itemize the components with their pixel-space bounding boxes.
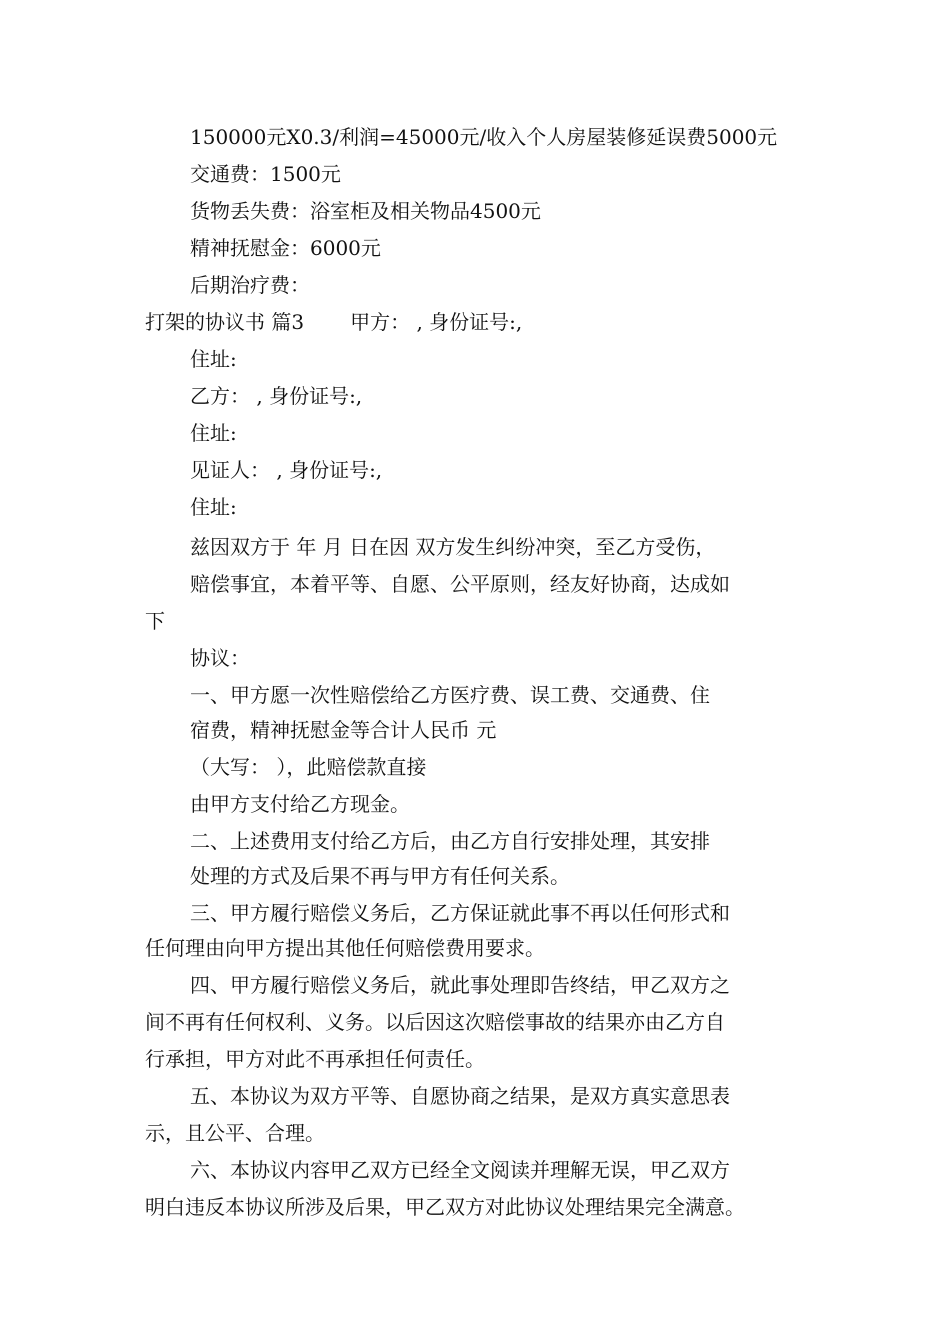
paragraph-line: 赔偿事宜，本着平等、自愿、公平原则，经友好协商，达成如: [190, 572, 730, 596]
clause-1-line: （大写： ），此赔偿款直接: [190, 755, 427, 779]
witness-line: 见证人： , 身份证号:,: [190, 458, 383, 482]
party-a-line: 甲方： , 身份证号:,: [350, 310, 523, 334]
section-heading-row: [145, 308, 522, 336]
section-heading: 打架的协议书 篇3: [145, 310, 305, 334]
party-b-address: 住址:: [190, 421, 237, 445]
paragraph-line: 兹因双方于 年 月 日在因 双方发生纠纷冲突，至乙方受伤，: [190, 535, 716, 559]
cost-line-delay: 150000元X0.3/利润=45000元/收入个人房屋装修延误费5000元: [190, 125, 778, 149]
clause-1-line: 由甲方支付给乙方现金。: [190, 792, 410, 816]
clause-2-line: 二、上述费用支付给乙方后，由乙方自行安排处理，其安排: [190, 829, 710, 853]
clause-6-line: 明白违反本协议所涉及后果，甲乙双方对此协议处理结果完全满意。: [145, 1195, 745, 1219]
clause-1-line: 宿费，精神抚慰金等合计人民币 元: [190, 718, 497, 742]
clause-2-line: 处理的方式及后果不再与甲方有任何关系。: [190, 864, 570, 888]
witness-address: 住址:: [190, 495, 237, 519]
party-b-line: 乙方： , 身份证号:,: [190, 384, 363, 408]
clause-5-line: 五、本协议为双方平等、自愿协商之结果，是双方真实意思表: [190, 1084, 730, 1108]
cost-line-goods-lost: 货物丢失费：浴室柜及相关物品4500元: [190, 199, 541, 223]
clause-5-line: 示，且公平、合理。: [145, 1121, 325, 1145]
clause-6-line: 六、本协议内容甲乙双方已经全文阅读并理解无误，甲乙双方: [190, 1158, 730, 1182]
cost-line-treatment: 后期治疗费：: [190, 273, 310, 297]
clause-4-line: 行承担，甲方对此不再承担任何责任。: [145, 1047, 485, 1071]
party-a-address: 住址:: [190, 347, 237, 371]
paragraph-line: 下: [145, 609, 165, 633]
agreement-label: 协议：: [190, 646, 250, 670]
cost-line-transport: 交通费：1500元: [190, 162, 341, 186]
clause-3-line: 三、甲方履行赔偿义务后，乙方保证就此事不再以任何形式和: [190, 901, 730, 925]
clause-4-line: 四、甲方履行赔偿义务后，就此事处理即告终结，甲乙双方之: [190, 973, 730, 997]
cost-line-compensation: 精神抚慰金：6000元: [190, 236, 381, 260]
clause-3-line: 任何理由向甲方提出其他任何赔偿费用要求。: [145, 936, 545, 960]
clause-1-line: 一、甲方愿一次性赔偿给乙方医疗费、误工费、交通费、住: [190, 683, 710, 707]
clause-4-line: 间不再有任何权利、义务。以后因这次赔偿事故的结果亦由乙方自: [145, 1010, 725, 1034]
